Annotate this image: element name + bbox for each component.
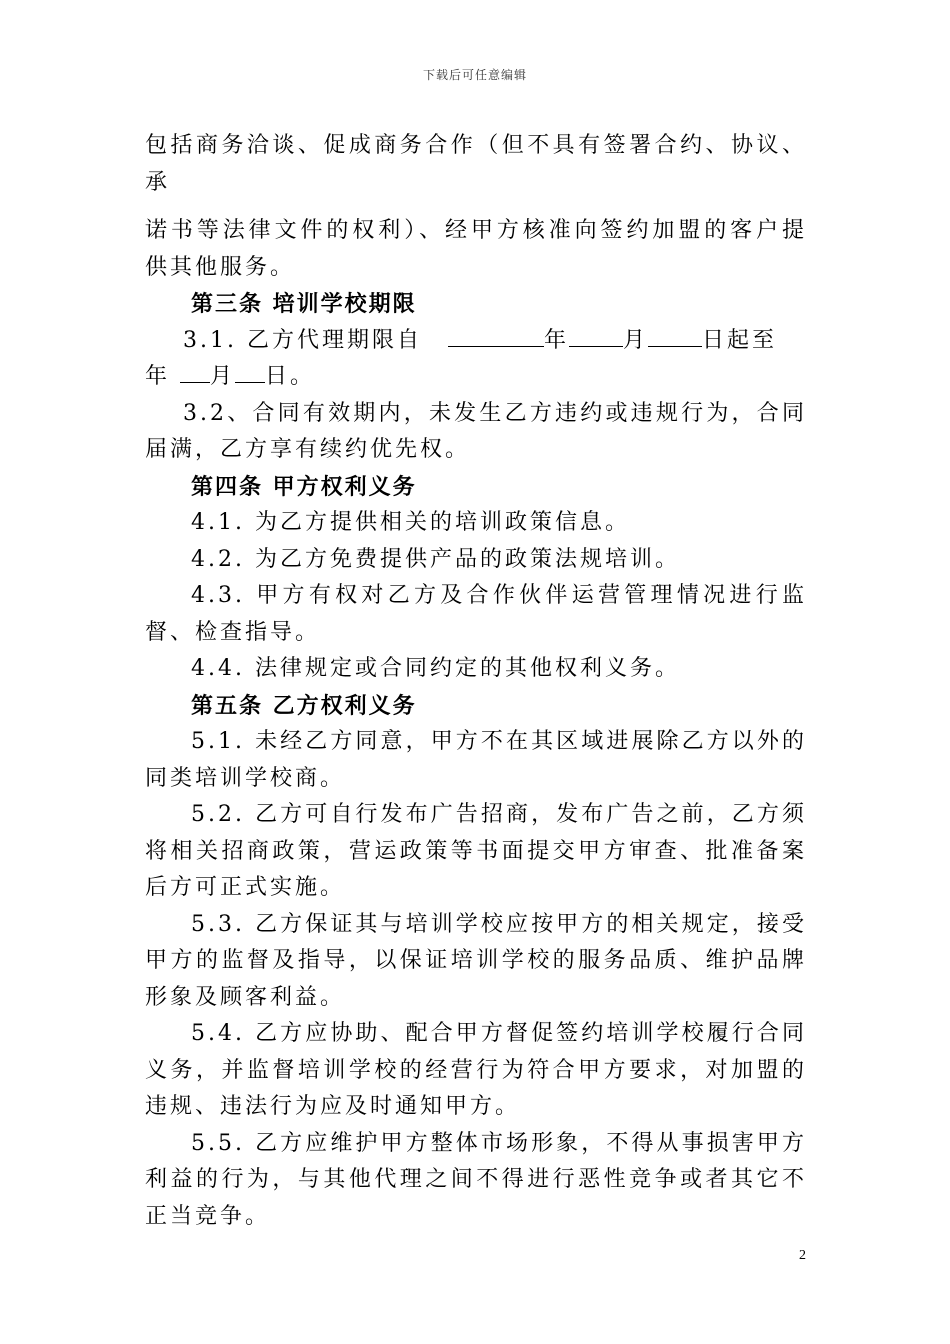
intro-line-2: 诺书等法律文件的权利）、经甲方核准向签约加盟的客户提供其他服务。 — [145, 218, 807, 280]
end-year-label: 年 — [145, 364, 171, 389]
clause-3-1-text: 3.1. 乙方代理期限自 — [183, 327, 422, 353]
section-3-title: 第三条 培训学校期限 — [191, 291, 417, 317]
end-month-blank[interactable] — [180, 360, 210, 383]
clause-3-2: 3.2、合同有效期内，未发生乙方违约或违规行为，合同届满，乙方享有续约优先权。 — [145, 400, 807, 462]
start-year-label: 年 — [543, 327, 569, 353]
end-month-label: 月 — [210, 364, 236, 389]
clause-5-3: 5.3. 乙方保证其与培训学校应按甲方的相关规定，接受甲方的监督及指导，以保证培训学校的服务品质、维护品牌形象及顾客利益。 — [145, 911, 807, 1010]
clause-4-2: 4.2. 为乙方免费提供产品的政策法规培训。 — [191, 546, 680, 572]
clause-5-4: 5.4. 乙方应协助、配合甲方督促签约培训学校履行合同义务，并监督培训学校的经营行为符合甲方要求，对加盟的违规、违法行为应及时通知甲方。 — [145, 1021, 807, 1119]
document-body — [145, 128, 807, 1235]
section-5-title: 第五条 乙方权利义务 — [191, 692, 417, 719]
end-day-label: 日。 — [265, 364, 316, 389]
page-header: 下载后可任意编辑 — [422, 68, 527, 82]
clause-4-3: 4.3. 甲方有权对乙方及合作伙伴运营管理情况进行监督、检查指导。 — [145, 583, 807, 645]
clause-5-2: 5.2. 乙方可自行发布广告招商，发布广告之前，乙方须将相关招商政策，营运政策等书面提交甲方审查、批准备案后方可正式实施。 — [145, 802, 807, 900]
clause-4-1: 4.1. 为乙方提供相关的培训政策信息。 — [191, 510, 630, 535]
end-day-blank[interactable] — [235, 360, 265, 383]
page-number: 2 — [799, 1248, 806, 1263]
clause-4-4: 4.4. 法律规定或合同约定的其他权利义务。 — [191, 656, 680, 681]
start-year-blank[interactable] — [448, 324, 544, 347]
intro-line-1: 包括商务洽谈、促成商务合作（但不具有签署合约、协议、承 — [145, 133, 807, 195]
clause-3-1 — [145, 323, 807, 396]
clause-5-5: 5.5. 乙方应维护甲方整体市场形象，不得从事损害甲方利益的行为，与其他代理之间不得进行恶性竞争或者其它不正当竞争。 — [145, 1130, 807, 1229]
start-month-blank[interactable] — [569, 324, 623, 347]
start-day-blank[interactable] — [648, 324, 702, 347]
start-day-label: 日起至 — [702, 327, 778, 353]
clause-5-1: 5.1. 未经乙方同意，甲方不在其区域进展除乙方以外的同类培训学校商。 — [145, 729, 807, 791]
section-4-title: 第四条 甲方权利义务 — [191, 473, 417, 500]
start-month-label: 月 — [623, 327, 649, 353]
